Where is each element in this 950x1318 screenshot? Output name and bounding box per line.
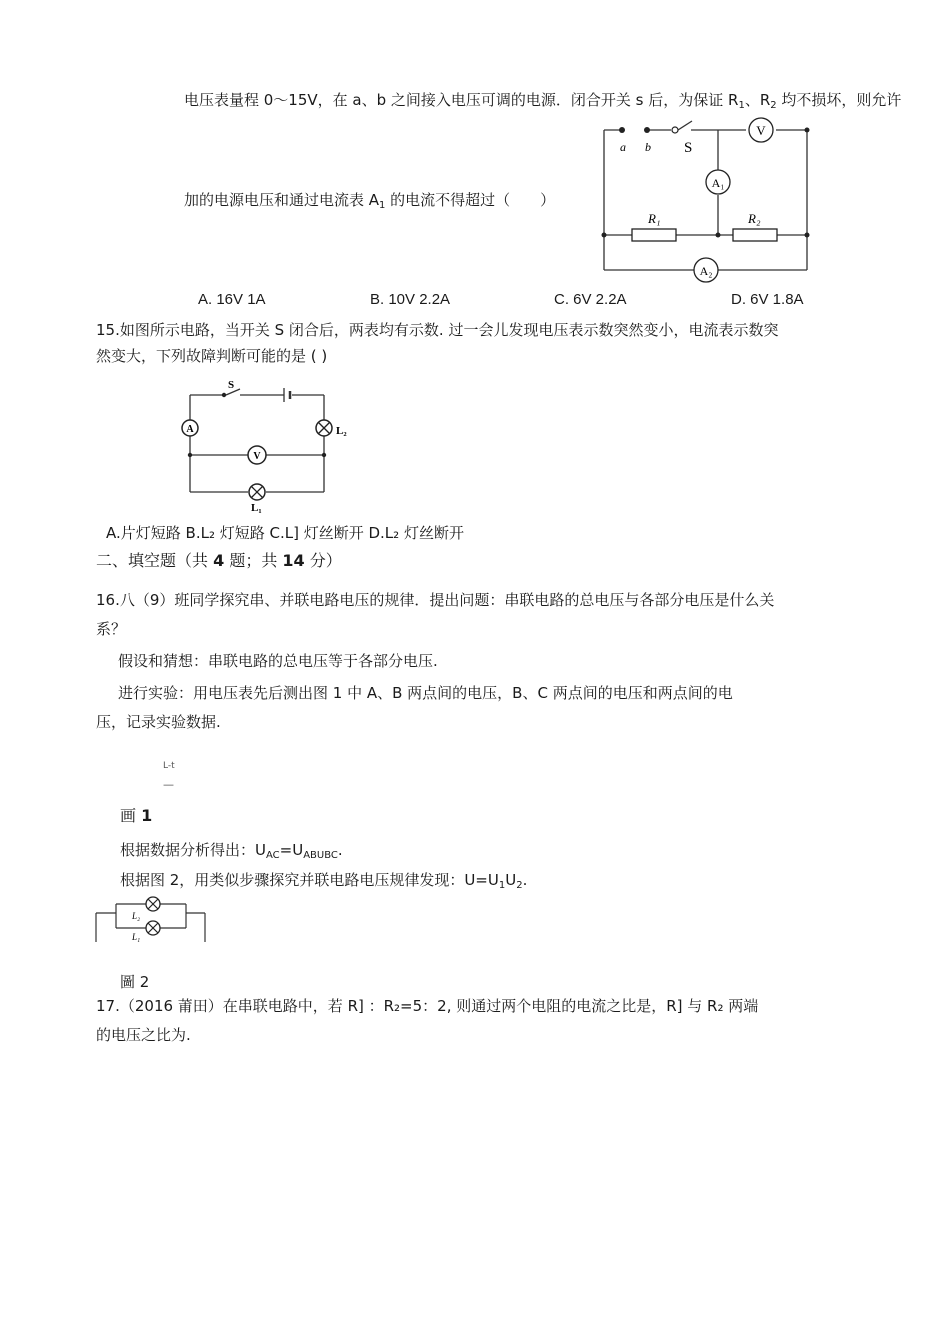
q17-line2: 的电压之比为.	[96, 1026, 191, 1044]
q16-line1: 16.八（9）班同学探究串、并联电路电压的规律．提出问题：串联电路的总电压与各部分电压是什么关	[96, 591, 775, 609]
q15-line1: 15.如图所示电路，当开关 S 闭合后，两表均有示数. 过一会儿发现电压表示数突然变小，电流表示数突	[96, 321, 779, 339]
ammeter-a2-label: A₂	[699, 264, 713, 278]
q16-line3: 假设和猜想：串联电路的总电压等于各部分电压.	[118, 652, 438, 670]
q16-line6: 根据数据分析得出：$U_{AC}=U_{ABUBC}$.	[120, 841, 343, 861]
q17-line1: 17.（2016 莆田）在串联电路中，若 R] ：R₂=5：2, 则通过两个电阻的电流之比是，R] 与 R₂ 两端	[96, 997, 759, 1015]
ammeter-label: A	[186, 424, 194, 435]
q14-option-c[interactable]: C. 6V 2.2A	[554, 291, 627, 308]
resistor-r2	[733, 229, 777, 241]
q15-line2: 然变大，下列故障判断可能的是 ( )	[96, 347, 328, 365]
fig2-circuit-diagram	[94, 894, 210, 944]
q15-options: A.片灯短路 B.L₂ 灯短路 C.L] 灯丝断开 D.L₂ 灯丝断开	[106, 524, 464, 542]
q14-option-d[interactable]: D. 6V 1.8A	[731, 291, 804, 308]
q14-line1: 电压表量程 0～15V，在 a、b 之间接入电压可调的电源．闭合开关 s 后，为保证 $R_1$、$R_2$ 均不损坏，则允许	[184, 91, 902, 111]
voltmeter-label: V	[756, 123, 766, 138]
label-r2: R₂	[748, 211, 761, 226]
q14-option-a[interactable]: A. 16V 1A	[198, 291, 266, 308]
label-s: S	[684, 140, 693, 156]
q15-circuit-diagram	[180, 378, 347, 514]
section-2-heading: 二、填空题（共 4 题；共 14 分）	[96, 551, 342, 570]
q14-circuit-diagram	[596, 115, 822, 278]
fig2-caption: 圖 2	[120, 973, 150, 991]
label-b: b	[645, 140, 651, 154]
terminal-b	[644, 127, 650, 133]
q14-option-b[interactable]: B. 10V 2.2A	[370, 291, 451, 308]
label-r1: R₁	[648, 211, 661, 226]
fig1-dash: —	[163, 778, 174, 791]
q16-line4: 进行实验：用电压表先后测出图 1 中 A、B 两点间的电压，B、C 两点间的电压和两点间的电	[118, 684, 733, 702]
fig1-mark: L-t	[163, 761, 175, 771]
q16-line7: 根据图 2，用类似步骤探究并联电路电压规律发现：$U=U_1U_2$.	[120, 871, 528, 891]
fig2-label-bottom: L₁	[132, 932, 141, 942]
q16-line2: 系？	[96, 620, 127, 638]
ammeter-a1-label: A₁	[711, 176, 725, 190]
terminal-a	[619, 127, 625, 133]
q14-line2: 加的电源电压和通过电流表 $A_1$ 的电流不得超过（ ）	[184, 191, 556, 211]
fig2-label-top: L₂	[132, 911, 141, 921]
lamp-l2-label: L₂	[336, 425, 347, 437]
fig1-caption: 画 1	[120, 806, 153, 825]
resistor-r1	[632, 229, 676, 241]
lamp-l1-label: L₁	[251, 502, 262, 514]
switch-label: S	[228, 379, 235, 391]
q16-line5: 压，记录实验数据.	[96, 713, 221, 731]
voltmeter-label: V	[253, 451, 261, 462]
label-a: a	[620, 140, 626, 154]
switch-pivot	[672, 127, 678, 133]
